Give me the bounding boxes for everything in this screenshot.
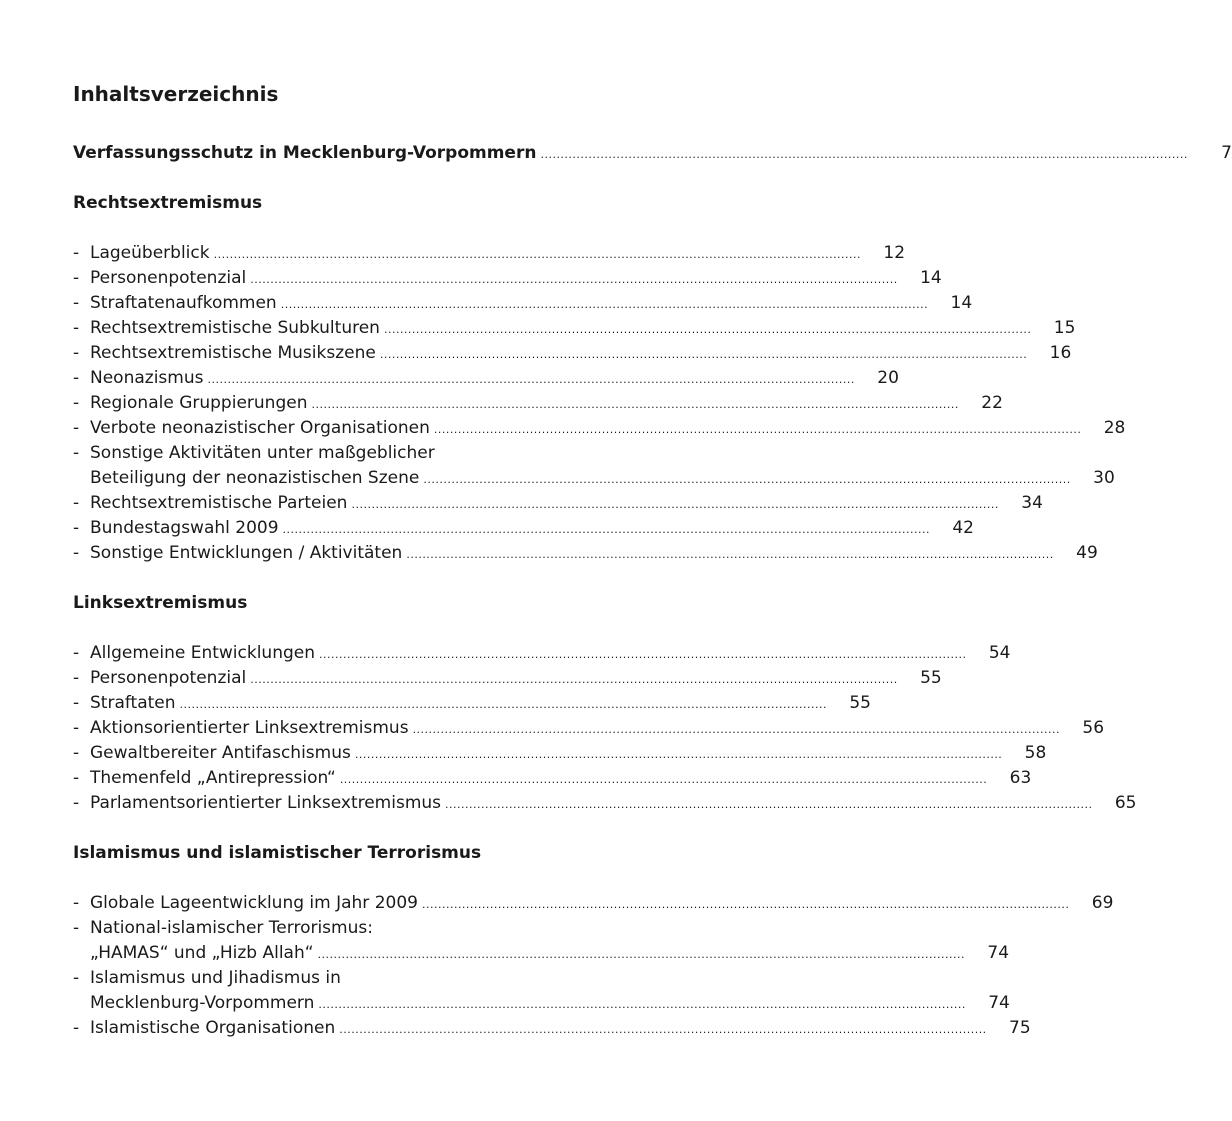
list-dash: - [73, 393, 80, 413]
toc-page-number: 14 [920, 268, 942, 288]
toc-entry[interactable] [73, 266, 942, 291]
section-heading: Linksextremismus [73, 593, 248, 613]
toc-page-number: 55 [920, 668, 942, 688]
list-dash: - [73, 668, 80, 688]
toc-page-number: 20 [877, 368, 899, 388]
toc-entry[interactable] [73, 891, 1114, 916]
list-dash: - [73, 518, 80, 538]
toc-entry-text: Neonazismus [90, 368, 204, 388]
list-dash: - [73, 418, 80, 438]
toc-entry-text: Globale Lageentwicklung im Jahr 2009 [90, 893, 418, 913]
list-dash: - [73, 368, 80, 388]
dot-leader: .................................................................................................................................................................. [280, 298, 929, 311]
toc-entry[interactable] [73, 666, 942, 691]
toc-page-number: 55 [849, 693, 871, 713]
list-dash: - [73, 918, 80, 938]
toc-entry-text: Straftaten [90, 693, 176, 713]
toc-entry[interactable] [73, 741, 1047, 766]
toc-page-number: 15 [1053, 318, 1076, 338]
toc-page-number: 54 [988, 643, 1011, 663]
dot-leader: .................................................................................................................................................................. [318, 998, 966, 1011]
toc-page-number: 42 [952, 518, 974, 538]
toc-entry[interactable] [73, 541, 1098, 566]
dot-leader: .................................................................................................................................................................. [339, 773, 988, 786]
toc-entry-text: Verfassungsschutz in Mecklenburg-Vorpommern [73, 143, 537, 163]
toc-page-number: 75 [1009, 1018, 1031, 1038]
dot-leader: .................................................................................................................................................................. [250, 273, 898, 286]
toc-entry-text: Parlamentsorientierter Linksextremismus [90, 793, 442, 813]
toc-entry[interactable] [73, 291, 973, 316]
dot-leader: .................................................................................................................................................................. [317, 948, 966, 961]
toc-page-number: 49 [1076, 543, 1098, 563]
toc-page-number: 74 [987, 943, 1010, 963]
toc-entry[interactable] [73, 391, 1003, 416]
list-dash: - [73, 968, 80, 988]
toc-entry-text: Themenfeld „Antirepression“ [90, 768, 336, 788]
toc-page-number: 30 [1093, 468, 1115, 488]
toc-page-number: 12 [883, 243, 906, 263]
toc-entry-text: Personenpotenzial [90, 668, 247, 688]
toc-entry-text: Bundestagswahl 2009 [90, 518, 279, 538]
dot-leader: .................................................................................................................................................................. [412, 723, 1061, 736]
toc-entry[interactable] [73, 691, 871, 716]
list-dash: - [73, 443, 80, 463]
toc-entry-text: National-islamischer Terrorismus: [90, 918, 373, 938]
toc-entry-text: Rechtsextremistische Subkulturen [90, 318, 380, 338]
dot-leader: .................................................................................................................................................................. [540, 148, 1188, 161]
list-dash: - [73, 718, 80, 738]
toc-entry[interactable] [73, 516, 974, 541]
toc-entry[interactable] [73, 416, 1126, 441]
toc-page-number: 34 [1021, 493, 1043, 513]
dot-leader: .................................................................................................................................................................. [282, 523, 930, 536]
toc-entry[interactable] [73, 641, 1011, 666]
toc-page-number: 16 [1049, 343, 1072, 363]
toc-entry-text: Verbote neonazistischer Organisationen [90, 418, 430, 438]
list-dash: - [73, 243, 80, 263]
toc-page-number: 14 [950, 293, 973, 313]
toc-entry-text: Lageüberblick [90, 243, 210, 263]
toc-entry-continuation[interactable] [73, 941, 1010, 966]
toc-entry[interactable] [73, 491, 1043, 516]
toc-entry-text: Rechtsextremistische Musikszene [90, 343, 376, 363]
toc-entry[interactable] [73, 766, 1032, 791]
dot-leader: .................................................................................................................................................................. [433, 423, 1082, 436]
section-heading: Rechtsextremismus [73, 193, 263, 213]
dot-leader: .................................................................................................................................................................. [250, 673, 898, 686]
toc-entry-text: Islamismus und Jihadismus in [90, 968, 341, 988]
dot-leader: .................................................................................................................................................................. [379, 348, 1028, 361]
dot-leader: .................................................................................................................................................................. [213, 248, 862, 261]
list-dash: - [73, 768, 80, 788]
toc-entry-text: „HAMAS“ und „Hizb Allah“ [90, 943, 314, 963]
toc-entry-text: Regionale Gruppierungen [90, 393, 308, 413]
toc-entry-text: Islamistische Organisationen [90, 1018, 336, 1038]
dot-leader: .................................................................................................................................................................. [421, 898, 1070, 911]
dot-leader: .................................................................................................................................................................. [445, 798, 1093, 811]
toc-entry-text: Personenpotenzial [90, 268, 247, 288]
toc-entry[interactable] [73, 341, 1072, 366]
toc-sections [73, 166, 1137, 1041]
dot-leader: .................................................................................................................................................................. [339, 1023, 987, 1036]
list-dash: - [73, 793, 80, 813]
list-dash: - [73, 343, 80, 363]
dot-leader: .................................................................................................................................................................. [406, 548, 1054, 561]
dot-leader: .................................................................................................................................................................. [179, 698, 827, 711]
toc-entry-text: Gewaltbereiter Antifaschismus [90, 743, 351, 763]
toc-page-number: 65 [1114, 793, 1137, 813]
toc-entry-continuation[interactable] [73, 991, 1010, 1016]
dot-leader: .................................................................................................................................................................. [354, 748, 1003, 761]
toc-page-number: 58 [1024, 743, 1047, 763]
dot-leader: .................................................................................................................................................................. [319, 648, 967, 661]
toc-entry-text: Aktionsorientierter Linksextremismus [90, 718, 409, 738]
toc-page-number: 63 [1009, 768, 1032, 788]
toc-entry[interactable] [73, 916, 629, 941]
toc-entry[interactable] [73, 791, 1137, 816]
toc-entry[interactable] [73, 366, 899, 391]
toc-entry[interactable] [73, 441, 629, 466]
dot-leader: .................................................................................................................................................................. [423, 473, 1071, 486]
dot-leader: .................................................................................................................................................................. [207, 373, 855, 386]
toc-entry[interactable] [73, 316, 1076, 341]
toc-entry-text: Straftatenaufkommen [90, 293, 277, 313]
toc-entry[interactable] [73, 966, 629, 991]
toc-entry-continuation[interactable] [73, 466, 1115, 491]
toc-entry-text: Mecklenburg-Vorpommern [90, 993, 315, 1013]
list-dash: - [73, 318, 80, 338]
toc-entry-intro[interactable] [73, 141, 1232, 166]
toc-page-number: 56 [1082, 718, 1105, 738]
toc-entry-text: Allgemeine Entwicklungen [90, 643, 316, 663]
toc-entry-text: Sonstige Aktivitäten unter maßgeblicher [90, 443, 435, 463]
section-heading: Islamismus und islamistischer Terrorismus [73, 843, 482, 863]
toc-entry[interactable] [73, 716, 1105, 741]
toc-page-number: 28 [1103, 418, 1126, 438]
list-dash: - [73, 743, 80, 763]
list-dash: - [73, 1018, 80, 1038]
toc-page-number: 22 [981, 393, 1003, 413]
dot-leader: .................................................................................................................................................................. [383, 323, 1032, 336]
list-dash: - [73, 493, 80, 513]
toc-page-number: 7 [1221, 143, 1232, 163]
toc-page-number: 69 [1091, 893, 1114, 913]
toc-entry[interactable] [73, 241, 906, 266]
dot-leader: .................................................................................................................................................................. [311, 398, 959, 411]
list-dash: - [73, 543, 80, 563]
page-title: Inhaltsverzeichnis [73, 82, 279, 106]
dot-leader: .................................................................................................................................................................. [351, 498, 999, 511]
toc-entry-text: Beteiligung der neonazistischen Szene [90, 468, 420, 488]
toc-entry[interactable] [73, 1016, 1031, 1041]
list-dash: - [73, 293, 80, 313]
list-dash: - [73, 268, 80, 288]
toc-entry-text: Sonstige Entwicklungen / Aktivitäten [90, 543, 403, 563]
list-dash: - [73, 643, 80, 663]
toc-entry-text: Rechtsextremistische Parteien [90, 493, 348, 513]
list-dash: - [73, 693, 80, 713]
toc-page-number: 74 [988, 993, 1010, 1013]
list-dash: - [73, 893, 80, 913]
